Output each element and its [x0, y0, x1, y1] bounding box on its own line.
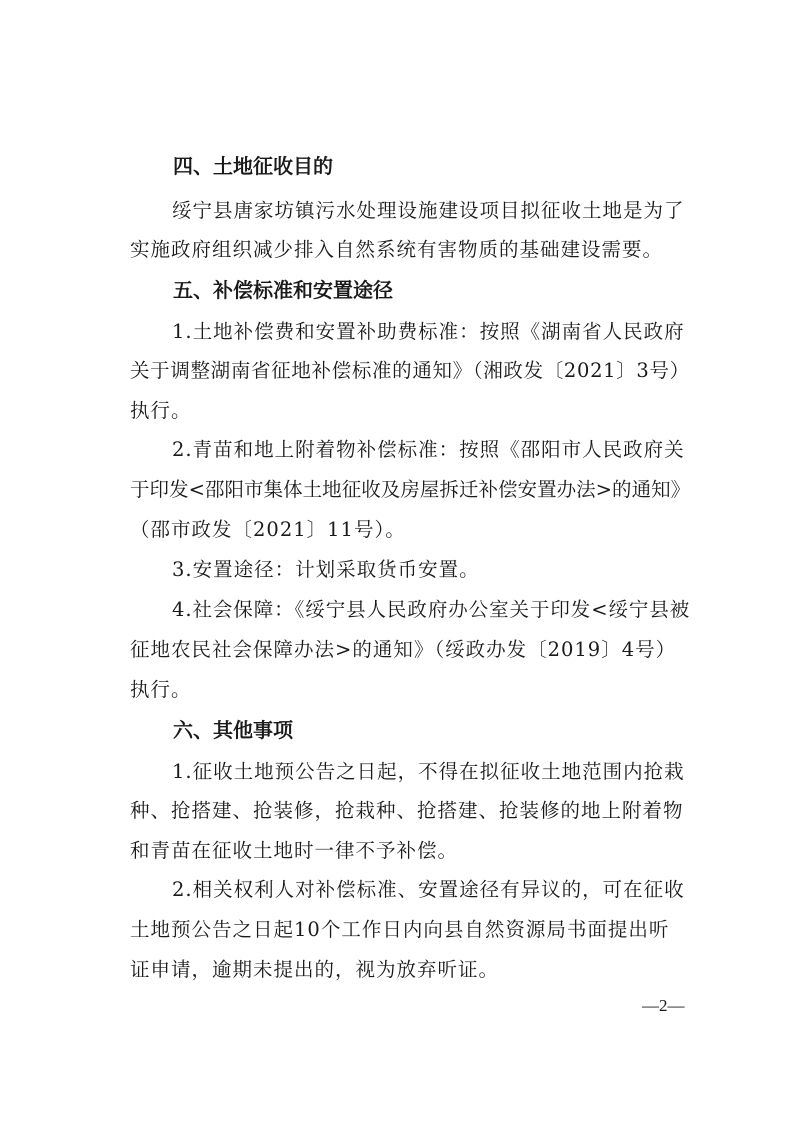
section-heading-5: 五、补偿标准和安置途径 [173, 278, 393, 302]
section-heading-4: 四、土地征收目的 [173, 154, 333, 178]
paragraph-line: 土地预公告之日起10个工作日内向县自然资源局书面提出听 [130, 918, 670, 941]
paragraph-line: （邵市政发〔2021〕11号）。 [130, 518, 406, 541]
paragraph-line: 绥宁县唐家坊镇污水处理设施建设项目拟征收土地是为了 [172, 199, 685, 222]
paragraph-line: 和青苗在征收土地时一律不予补偿。 [130, 839, 459, 862]
paragraph-line: 实施政府组织减少排入自然系统有害物质的基础建设需要。 [130, 238, 664, 261]
paragraph-line: 1.土地补偿费和安置补助费标准：按照《湖南省人民政府 [172, 320, 685, 343]
paragraph-line: 1.征收土地预公告之日起，不得在拟征收土地范围内抢栽 [172, 760, 685, 783]
paragraph-line: 执行。 [130, 399, 192, 422]
page-number: —2— [642, 996, 685, 1015]
paragraph-line: 于印发<邵阳市集体土地征收及房屋拆迁补偿安置办法>的通知》 [130, 478, 691, 501]
paragraph-line: 2.青苗和地上附着物补偿标准：按照《邵阳市人民政府关 [172, 438, 685, 461]
paragraph-line: 征地农民社会保障办法>的通知》（绥政办发〔2019〕4号） [130, 638, 677, 661]
section-heading-6: 六、其他事项 [173, 718, 293, 742]
paragraph-line: 3.安置途径：计划采取货币安置。 [172, 558, 480, 581]
paragraph-line: 2.相关权利人对补偿标准、安置途径有异议的，可在征收 [172, 878, 685, 901]
paragraph-line: 关于调整湖南省征地补偿标准的通知》（湘政发〔2021〕3号） [130, 359, 690, 382]
paragraph-line: 执行。 [130, 678, 192, 701]
paragraph-line: 证申请，逾期未提出的，视为放弃听证。 [130, 958, 500, 981]
paragraph-line: 种、抢搭建、抢装修，抢栽种、抢搭建、抢装修的地上附着物 [130, 799, 684, 822]
paragraph-line: 4.社会保障：《绥宁县人民政府办公室关于印发<绥宁县被 [172, 598, 691, 621]
